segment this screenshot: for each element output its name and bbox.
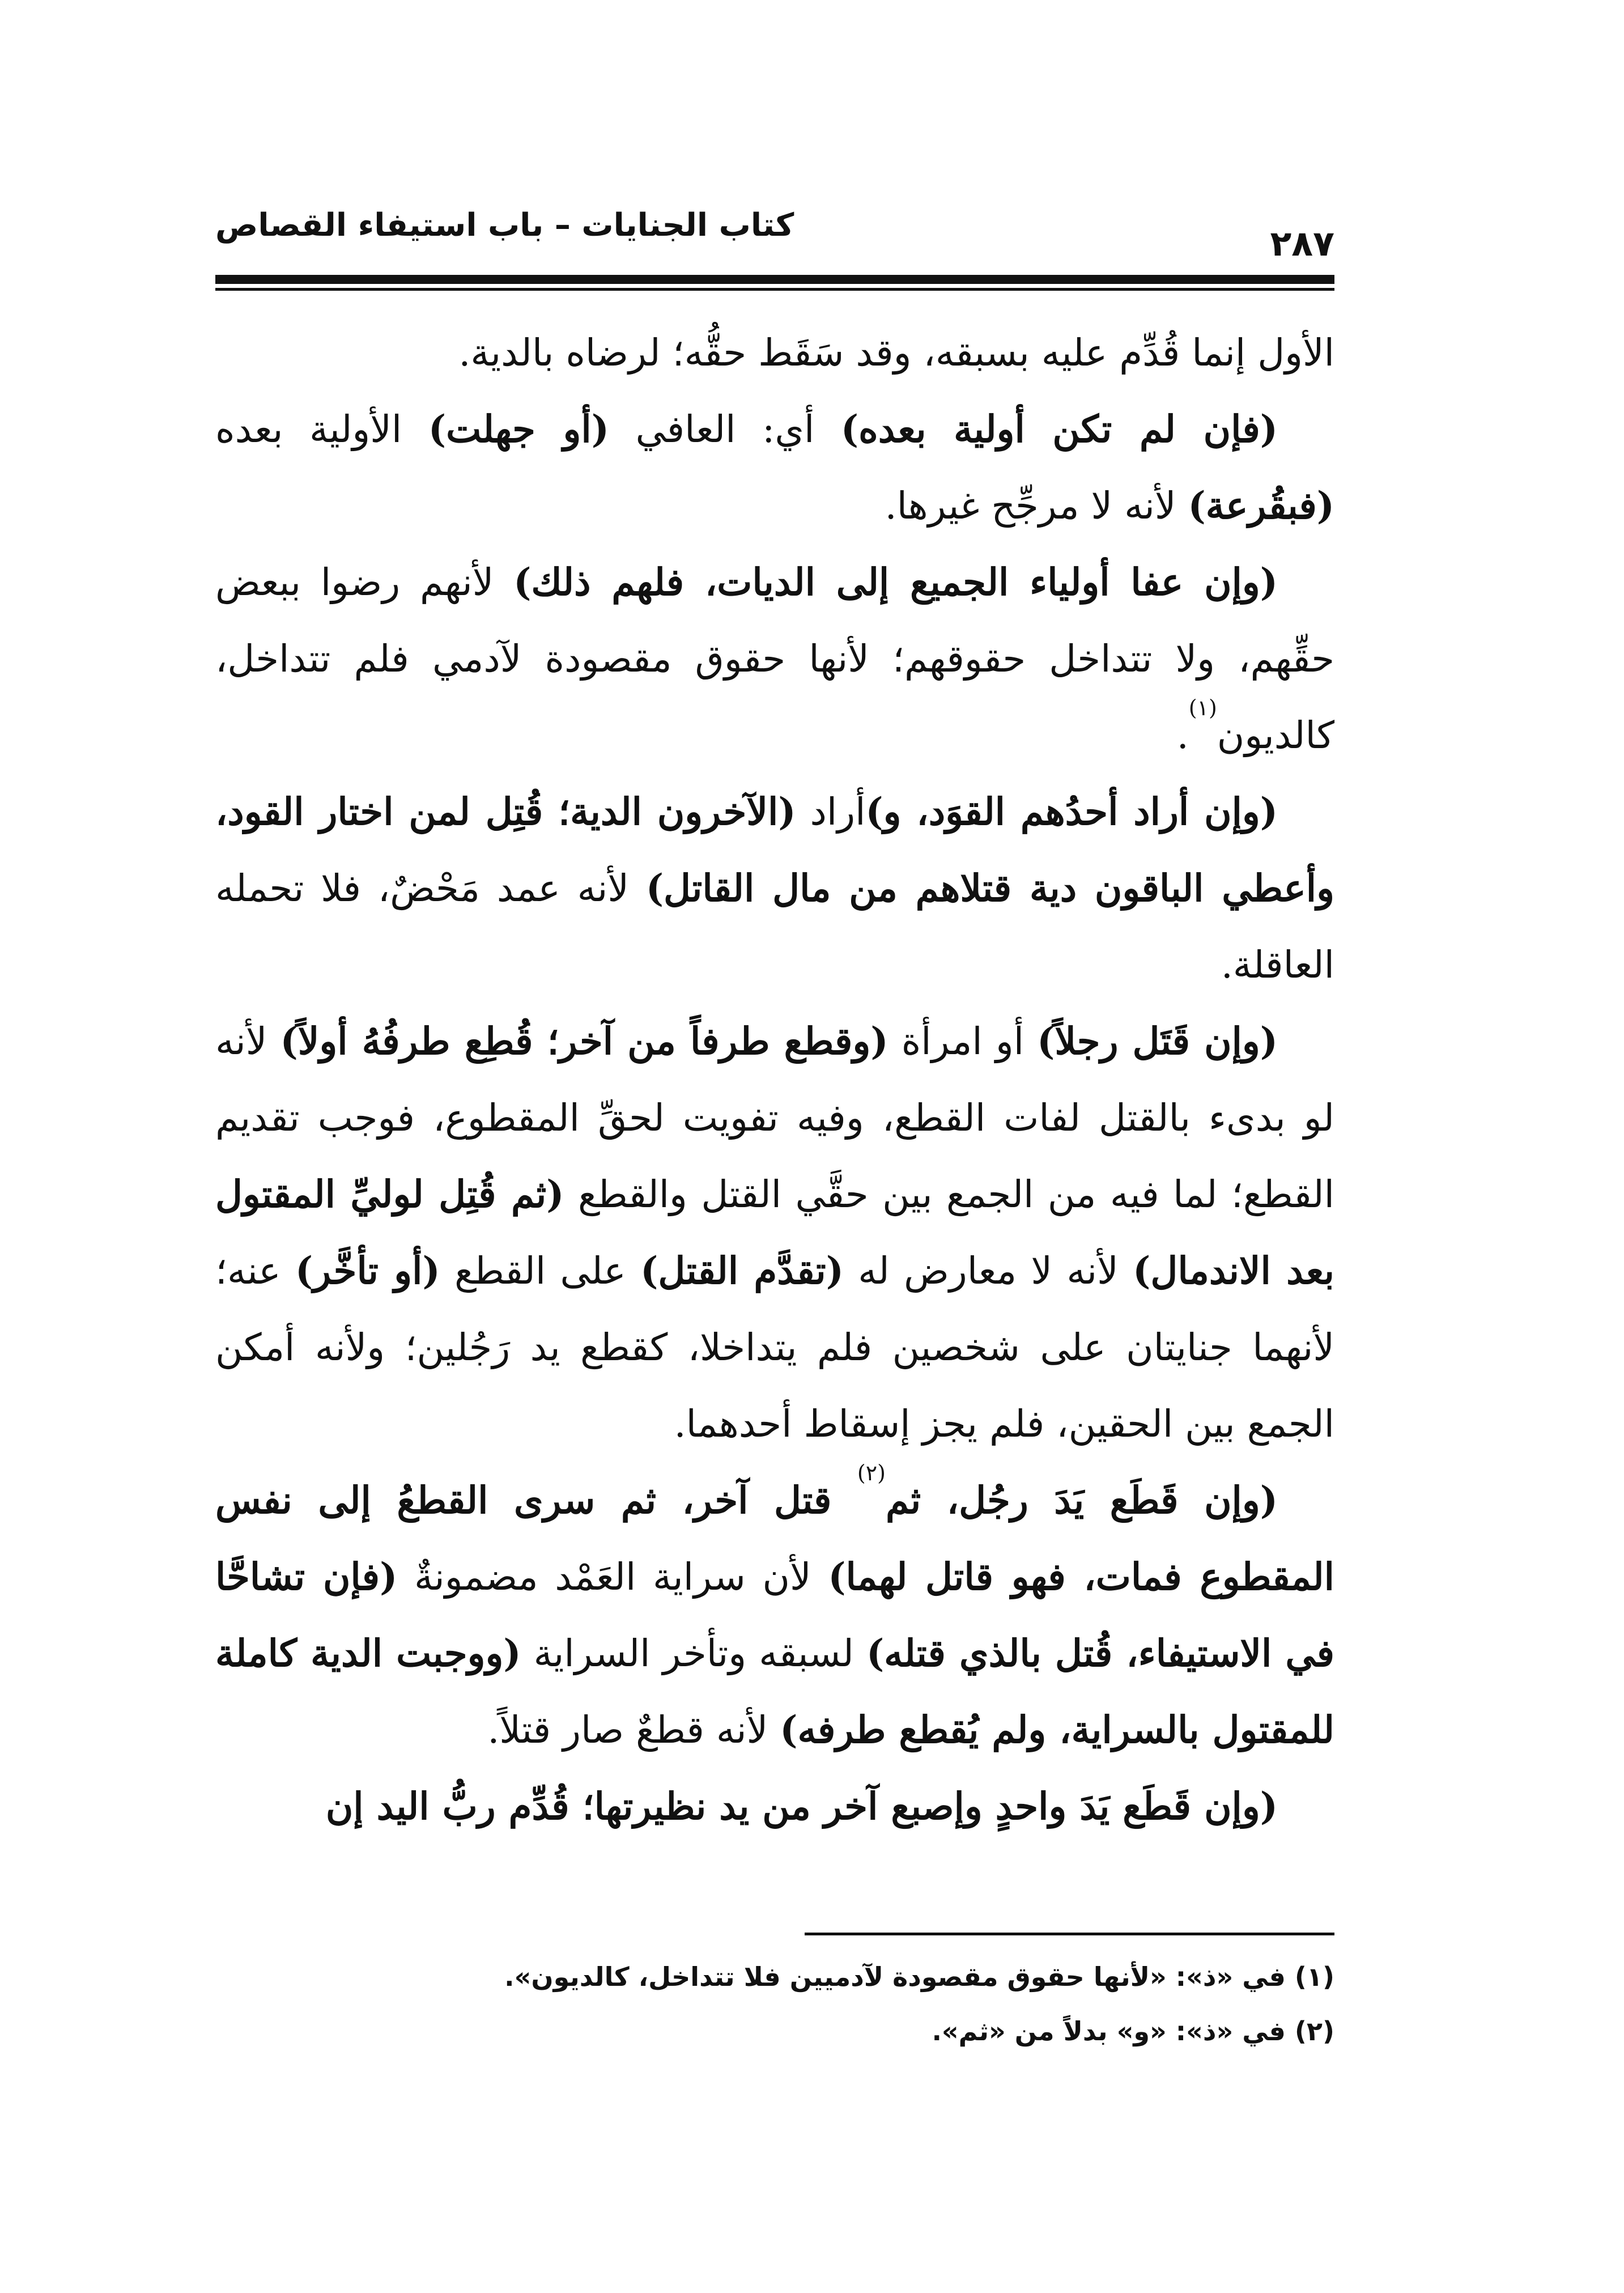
footnote-item: (٢) في «ذ»: «و» بدلاً من «ثم». [932, 2016, 1334, 2046]
matn-text: (وإن أراد أحدُهم القوَد، و) [865, 789, 1278, 834]
sharh-text: أي: العافي [609, 407, 841, 451]
sharh-text: على القطع [440, 1249, 641, 1293]
matn-text: (فإن لم تكن أولية بعده) [840, 407, 1278, 451]
matn-text: (ووجبت الدية كاملة للمقتول بالسراية، ولم يُقطع طرفه) [215, 1631, 1334, 1752]
sharh-text: عنه؛ لأنهما جنايتان على شخصين فلم يتداخلا، كقطع يد رَجُلين؛ ولأنه أمكن الجمع بين الحقين، فلم يجز إسقاط أحدهما. [215, 1249, 1334, 1446]
paragraph [215, 544, 1334, 774]
matn-text: (ثم قُتِل لوليِّ المقتول بعد الاندمال) [215, 1172, 1335, 1293]
matn-text: (الآخرون الدية؛ قُتِل لمن اختار القود، وأعطي الباقون دية قتلاهم من مال القاتل) [215, 789, 1334, 910]
main-text [215, 315, 1334, 1845]
sharh-text: لأنه قطعٌ صار قتلاً. [487, 1708, 780, 1752]
sharh-text: أو امرأة [888, 1020, 1038, 1063]
sharh-text: لأن سراية العَمْد مضمونةٌ [397, 1555, 828, 1599]
footnote-separator [805, 1933, 1334, 1935]
header-rule-thick [215, 275, 1334, 284]
paragraph [215, 774, 1334, 1003]
footnotes [215, 1950, 1334, 2058]
matn-text: (فإن تشاحَّا في الاستيفاء، قُتل بالذي قتله) [215, 1555, 1334, 1675]
matn-text: (وقطع طرفاً من آخر؛ قُطِع طرفُهُ أولاً) [280, 1019, 888, 1063]
page-number: ٢٨٧ [1270, 223, 1334, 264]
sharh-text: الأول إنما قُدِّم عليه بسبقه، وقد سَقَط حقُّه؛ لرضاه بالدية. [458, 331, 1334, 375]
header-rule-thin [215, 288, 1334, 291]
paragraph [215, 1768, 1334, 1845]
footnote-marker: (٢) [857, 1460, 886, 1485]
paragraph [215, 315, 1334, 391]
sharh-text: لأنه لا معارض له [843, 1249, 1133, 1293]
matn-text: (وإن عفا أولياء الجميع إلى الديات، فلهم ذلك) [513, 560, 1278, 604]
matn-text: قتل آخر، ثم سرى القطعُ إلى نفس المقطوع فمات، فهو قاتل لهما) [215, 1478, 1335, 1599]
sharh-text: أراد [796, 790, 866, 834]
matn-text: (وإن قَطَع يَدَ واحدٍ وإصبع آخر من يد نظيرتها؛ قُدِّم ربُّ اليد إن [325, 1784, 1278, 1828]
matn-text: (فبقُرعة) [1188, 483, 1334, 528]
matn-text: (تقدَّم القتل) [640, 1249, 844, 1293]
sharh-text: لأنهم رضوا ببعض حقِّهم، ولا تتداخل حقوقهم؛ لأنها حقوق مقصودة لآدمي فلم تتداخل، كالديون [215, 560, 1334, 757]
sharh-text: لأنه عمد مَحْضٌ، فلا تحمله العاقلة. [215, 867, 1334, 987]
paragraph [215, 391, 1334, 544]
matn-text: (وإن قَطَع يَدَ رجُل، ثم [886, 1478, 1278, 1522]
footnote-item: (١) في «ذ»: «لأنها حقوق مقصودة لآدميين فلا تتداخل، كالديون». [504, 1961, 1334, 1992]
paragraph [215, 1462, 1334, 1768]
matn-text: (أو جهلت) [428, 407, 609, 451]
paragraph [215, 1003, 1334, 1462]
sharh-text: لسبقه وتأخر السراية [521, 1632, 866, 1675]
matn-text: (أو تأخَّر) [295, 1249, 440, 1293]
sharh-text: لأنه لا مرجِّح غيرها. [885, 484, 1188, 528]
matn-text: (وإن قَتَل رجلاً) [1037, 1019, 1278, 1063]
sharh-text: الأولية بعده [215, 407, 428, 451]
sharh-text: لأنه لو بدىء بالقتل لفات القطع، وفيه تفويت لحقِّ المقطوع، فوجب تقديم القطع؛ لما فيه من الجمع بين حقَّي القتل والقطع [215, 1020, 1334, 1216]
page-header [215, 201, 1334, 275]
footnote-marker: (١) [1188, 695, 1217, 720]
running-title: كتاب الجنايات – باب استيفاء القصاص [215, 207, 794, 244]
sharh-text: . [1176, 714, 1189, 757]
